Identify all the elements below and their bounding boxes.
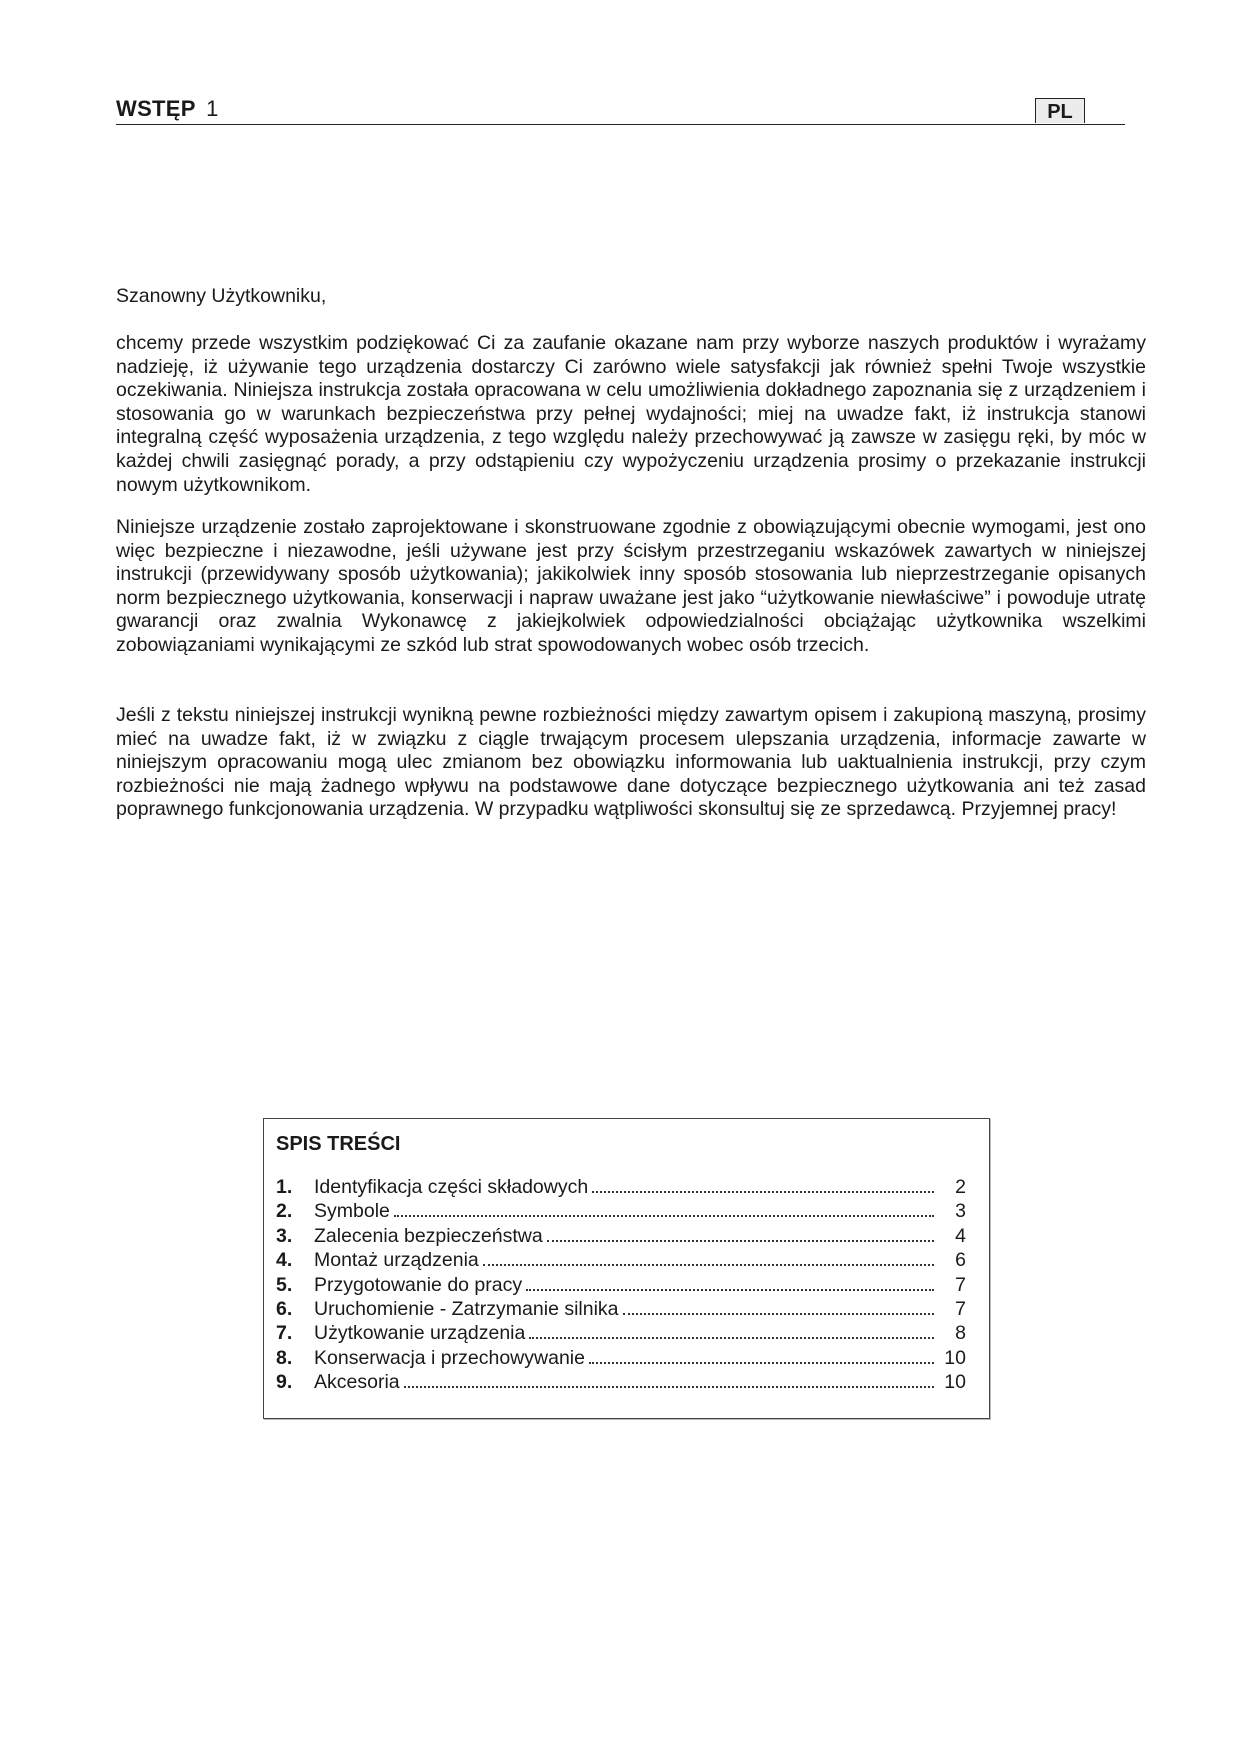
toc-leader-dots (589, 1362, 934, 1364)
toc-item-label: Akcesoria (314, 1371, 400, 1394)
toc-item-label: Konserwacja i przechowywanie (314, 1346, 585, 1369)
toc-item (276, 1346, 966, 1370)
toc-item-page: 3 (955, 1200, 966, 1223)
toc-item-label: Identyfikacja części składowych (314, 1176, 589, 1198)
toc-item-number: 1. (276, 1176, 293, 1198)
toc-item-page: 8 (955, 1322, 966, 1345)
toc-item (276, 1199, 966, 1223)
toc-item-number: 7. (276, 1322, 293, 1345)
toc-list (276, 1175, 966, 1395)
toc-leader-dots (483, 1264, 934, 1266)
toc-item-page: 10 (944, 1346, 966, 1369)
toc-item-number: 5. (276, 1273, 293, 1296)
toc-item-number: 4. (276, 1249, 293, 1272)
toc-title: SPIS TREŚCI (276, 1133, 401, 1155)
toc-item (276, 1370, 966, 1394)
page-header (116, 92, 1125, 125)
language-badge: PL (1035, 98, 1085, 123)
toc-item-label: Przygotowanie do pracy (314, 1273, 523, 1296)
greeting: Szanowny Użytkowniku, (116, 285, 327, 307)
toc-item-page: 2 (955, 1176, 966, 1198)
toc-item-page: 6 (955, 1249, 966, 1272)
toc-item-number: 3. (276, 1224, 293, 1247)
toc-leader-dots (404, 1386, 934, 1388)
toc-item-page: 4 (955, 1224, 966, 1247)
toc-item-label: Uruchomienie - Zatrzymanie silnika (314, 1297, 619, 1320)
toc-item-number: 9. (276, 1371, 293, 1394)
toc-item (276, 1297, 966, 1321)
toc-leader-dots (529, 1337, 934, 1339)
toc-item-page: 10 (944, 1371, 966, 1394)
toc-item-label: Symbole (314, 1200, 390, 1223)
toc-leader-dots (526, 1289, 934, 1291)
toc-item (276, 1248, 966, 1272)
toc-item-number: 2. (276, 1200, 293, 1223)
toc-leader-dots (592, 1191, 934, 1193)
section-title (116, 96, 219, 122)
toc-item-page: 7 (955, 1273, 966, 1296)
toc-item (276, 1273, 966, 1297)
table-of-contents (263, 1118, 990, 1419)
discrepancy-paragraph: Jeśli z tekstu niniejszej instrukcji wynikną pewne rozbieżności między zawartym opisem i zakupioną maszyną, prosimy mieć na uwadze fakt, iż w związku z ciągle trwającym procesem ulepszania urządzenia, informacje zawarte w niniejszym opracowaniu mogą ulec zmianom bez obowiązku informowania lub uaktualnienia instrukcji, przy czym rozbieżności nie mają żadnego wpływu na podstawowe dane dotyczące bezpiecznego użytkowania ani też zasad poprawnego funkcjonowania urządzenia. W przypadku wątpliwości skonsultuj się ze sprzedawcą. Przyjemnej pracy! (116, 704, 1146, 821)
toc-item-label: Zalecenia bezpieczeństwa (314, 1224, 543, 1247)
toc-leader-dots (547, 1240, 934, 1242)
section-title-text: WSTĘP (116, 96, 196, 121)
toc-leader-dots (623, 1313, 934, 1315)
toc-item-label: Montaż urządzenia (314, 1249, 479, 1272)
toc-item (276, 1175, 966, 1199)
toc-item (276, 1321, 966, 1345)
intro-paragraph: chcemy przede wszystkim podziękować Ci za zaufanie okazane nam przy wyborze naszych produktów i wyrażamy nadzieję, iż używanie tego urządzenia dostarczy Ci zarówno wiele satysfakcji jak również spełni Twoje wszystkie oczekiwania. Niniejsza instrukcja została opracowana w celu umożliwienia dokładnego zapoznania się z urządzeniem i stosowania go w warunkach bezpieczeństwa przy pełnej wydajności; miej na uwadze fakt, iż instrukcja stanowi integralną część wyposażenia urządzenia, z tego względu należy przechowywać ją zawsze w zasięgu ręki, by móc w każdej chwili zasięgnąć porady, a przy odstąpieniu czy wypożyczeniu urządzenia prosimy o przekazanie instrukcji nowym użytkownikom. (116, 332, 1146, 496)
toc-item (276, 1224, 966, 1248)
toc-leader-dots (394, 1215, 934, 1217)
toc-item-number: 8. (276, 1346, 293, 1369)
toc-item-label: Użytkowanie urządzenia (314, 1322, 526, 1345)
toc-item-number: 6. (276, 1297, 293, 1320)
page-number: 1 (206, 96, 219, 121)
toc-item-page: 7 (955, 1297, 966, 1320)
safety-paragraph: Niniejsze urządzenie zostało zaprojektowane i skonstruowane zgodnie z obowiązującymi obecnie wymogami, jest ono więc bezpieczne i niezawodne, jeśli używane jest przy ścisłym przestrzeganiu wskazówek zawartych w niniejszej instrukcji (przewidywany sposób użytkowania); jakikolwiek inny sposób stosowania lub nieprzestrzeganie opisanych norm bezpiecznego użytkowania, konserwacji i napraw uważane jest jako “użytkowanie niewłaściwe” i powoduje utratę gwarancji oraz zwalnia Wykonawcę z jakiejkolwiek odpowiedzialności obciążając użytkownika wszelkimi zobowiązaniami wynikającymi ze szkód lub strat spowodowanych wobec osób trzecich. (116, 516, 1146, 656)
